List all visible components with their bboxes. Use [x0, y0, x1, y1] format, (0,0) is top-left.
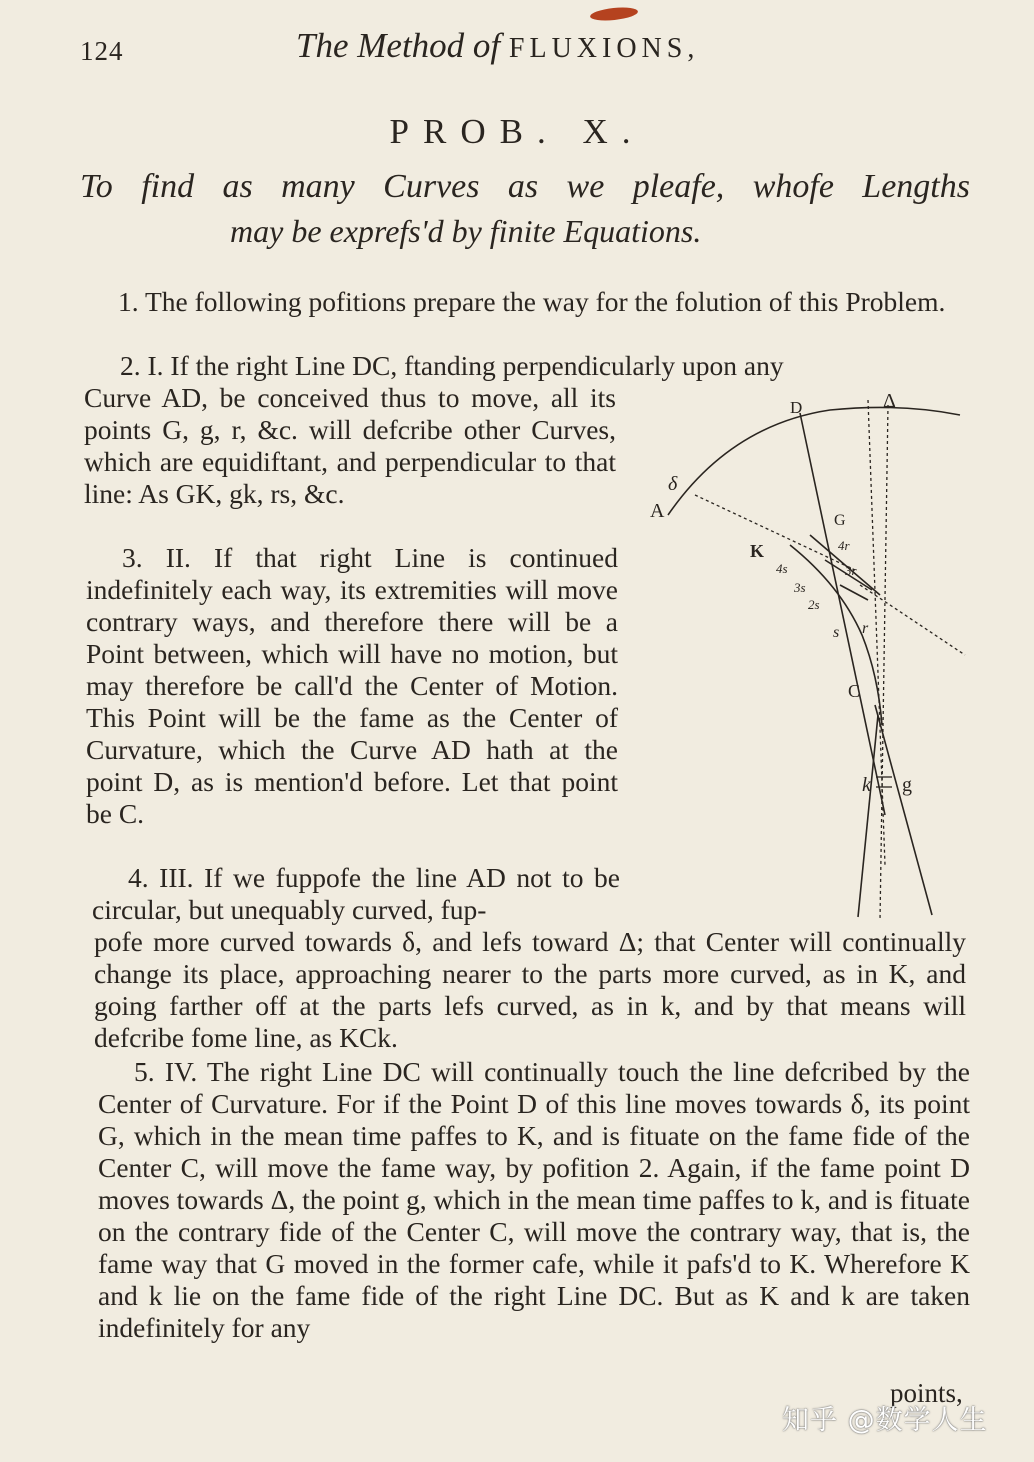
dashed-vertical: [880, 405, 888, 920]
catchword: points,: [890, 1378, 963, 1408]
label-s: s: [833, 624, 840, 641]
page-header: [80, 22, 960, 72]
running-title: [296, 26, 699, 66]
label-2s: 2s: [808, 597, 820, 612]
paragraph-1: 1. The following pofitions prepare the way for the folution of this Problem.: [118, 286, 946, 317]
curvature-figure: [640, 385, 980, 925]
ink-stain: [590, 6, 639, 23]
paragraph-4-first-line: 4. III. If we fuppofe the line AD not to be circular, but unequably curved, fup-: [92, 862, 620, 925]
dashed-right-line: [860, 585, 965, 655]
label-4r: 4r: [838, 538, 850, 553]
dashed-delta-line: [695, 495, 855, 570]
paragraph-4-body: pofe more curved towards δ, and lefs toward Δ; that Center will continually change its place, approaching nearer to the parts more curved, as in K, and going farther off at the parts lefs curved, as in k, and by that means will defcribe fome line, as KCk.: [94, 926, 966, 1053]
paragraph-3: 3. II. If that right Line is continued indefinitely each way, its extremities will move contrary ways, and therefore there will be a Point between, which will have no motion, but may therefore be call'd the Center of Motion. This Point will be the fame as the Center of Curvature, which the Curve AD hath at the point D, as is mention'd before. Let that point be C.: [86, 542, 618, 829]
problem-title: PROB. X.: [389, 112, 645, 151]
running-title-caps: FLUXIONS,: [508, 33, 700, 64]
label-C: C: [848, 681, 861, 701]
label-Delta: Δ: [883, 390, 896, 412]
watermark: 知乎 @数学人生: [782, 1405, 988, 1436]
label-K: K: [750, 541, 765, 561]
running-title-italic: The Method of: [296, 26, 509, 65]
label-r: r: [862, 620, 869, 637]
problem-subtitle-line1: To find as many Curves as we pleafe, whofe Lengths: [80, 168, 970, 205]
label-G: G: [834, 512, 846, 529]
label-delta: δ: [668, 473, 678, 495]
problem-subtitle-line2: may be exprefs'd by finite Equations.: [230, 213, 702, 249]
label-4s: 4s: [776, 561, 788, 576]
label-A: A: [650, 500, 665, 522]
paragraph-2-body: Curve AD, be conceived thus to move, all its points G, g, r, &c. will defcribe other Curves, which are equidiftant, and perpendicular to that line: As GK, gk, rs, &c.: [84, 382, 616, 509]
line-DC: [800, 413, 885, 815]
label-k: k: [862, 774, 871, 796]
label-3s: 3s: [794, 580, 806, 595]
label-D: D: [790, 398, 803, 417]
label-3r: 3r: [845, 563, 857, 578]
page-number: 124: [80, 36, 124, 66]
paragraph-5: 5. IV. The right Line DC will continually touch the line defcribed by the Center of Curvature. For if the Point D of this line moves towards δ, its point G, which in the mean time paffes to K, and is fituate on the fame fide of the Center C, will move the fame way, by pofition 2. Again, if the fame point D moves towards Δ, the point g, which in the mean time paffes to k, and is fituate on the contrary fide of the Center C, will move the contrary way, that is, the fame way that G moved in the former cafe, while it pafs'd to K. Wherefore K and k lie on the fame fide of the right Line DC. But as K and k are taken indefinitely for any: [98, 1056, 970, 1343]
label-g: g: [902, 774, 912, 796]
line-Ck-inner: [858, 715, 878, 917]
paragraph-2-first-line: 2. I. If the right Line DC, ftanding perpendicularly upon any: [120, 350, 784, 381]
curve-AD: [668, 407, 960, 515]
